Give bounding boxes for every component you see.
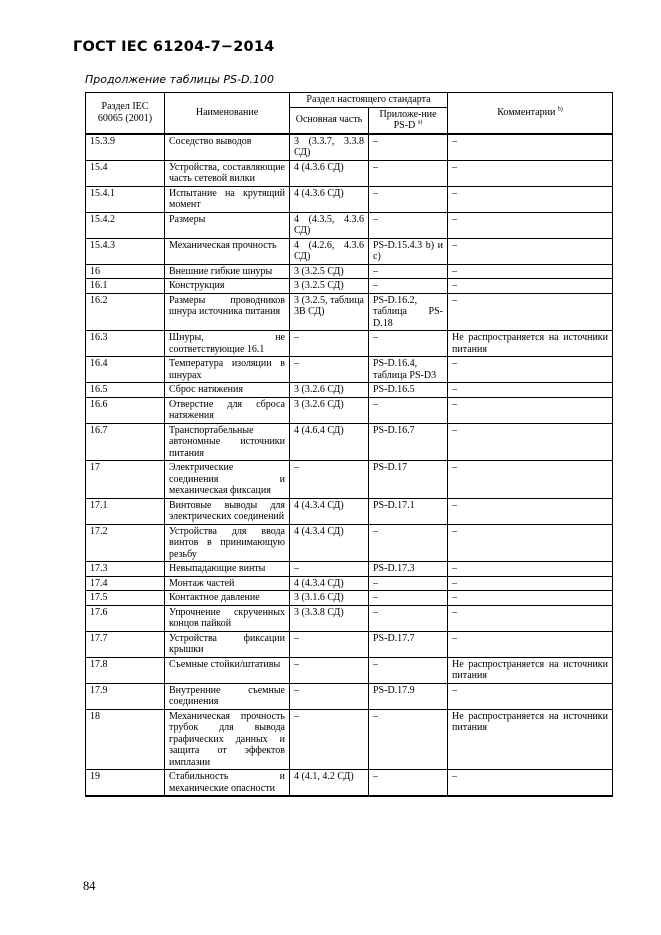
table-row [86, 293, 613, 331]
cell-main-part: 4 (4.1, 4.2 СД) [290, 770, 369, 797]
cell-section: 16.1 [86, 279, 165, 294]
cell-section: 16.5 [86, 383, 165, 398]
cell-name: Съемные стойки/штативы [165, 657, 290, 683]
cell-comment: – [448, 631, 613, 657]
header-annex [369, 107, 448, 134]
correspondence-table [85, 92, 613, 797]
cell-annex: – [369, 331, 448, 357]
header-standard-group: Раздел настоящего стандарта [290, 93, 448, 108]
header-comments [448, 93, 613, 134]
cell-main-part: – [290, 461, 369, 499]
cell-main-part: 3 (3.2.5, таблица 3В СД) [290, 293, 369, 331]
table-row [86, 397, 613, 423]
cell-comment: – [448, 134, 613, 161]
cell-section: 15.4.3 [86, 238, 165, 264]
cell-main-part: 4 (4.3.4 СД) [290, 524, 369, 562]
cell-comment: – [448, 770, 613, 797]
cell-name: Механическая прочность трубок для вывода графических данных и защита от эффектов имплазии [165, 709, 290, 770]
table-caption: Продолжение таблицы PS-D.100 [85, 73, 274, 86]
table-row [86, 461, 613, 499]
cell-main-part: – [290, 683, 369, 709]
cell-comment: – [448, 212, 613, 238]
cell-main-part: – [290, 631, 369, 657]
cell-annex: PS-D.17 [369, 461, 448, 499]
cell-name: Транспортабельные автономные источники питания [165, 423, 290, 461]
header-name: Наименование [165, 93, 290, 134]
cell-section: 16.2 [86, 293, 165, 331]
cell-comment: – [448, 357, 613, 383]
table-row [86, 423, 613, 461]
table-row [86, 591, 613, 606]
cell-name: Винтовые выводы для электрических соединений [165, 498, 290, 524]
cell-annex: – [369, 134, 448, 161]
cell-comment: – [448, 591, 613, 606]
cell-section: 17.6 [86, 605, 165, 631]
cell-comment: – [448, 461, 613, 499]
table-row [86, 160, 613, 186]
cell-comment: – [448, 524, 613, 562]
header-main-part: Основная часть [290, 107, 369, 134]
cell-name: Отверстие для сброса натяжения [165, 397, 290, 423]
cell-main-part: 4 (4.6.4 СД) [290, 423, 369, 461]
cell-name: Внешние гибкие шнуры [165, 264, 290, 279]
cell-annex: – [369, 605, 448, 631]
comments-footnote-mark: b) [557, 106, 563, 113]
cell-section: 16.7 [86, 423, 165, 461]
table-row [86, 331, 613, 357]
cell-main-part: – [290, 709, 369, 770]
cell-section: 16.6 [86, 397, 165, 423]
cell-section: 17.7 [86, 631, 165, 657]
cell-name: Устройства для ввода винтов в принимающую резьбу [165, 524, 290, 562]
cell-section: 15.4 [86, 160, 165, 186]
cell-section: 17.9 [86, 683, 165, 709]
cell-main-part: 3 (3.2.6 СД) [290, 397, 369, 423]
cell-comment: Не распространяется на источники питания [448, 331, 613, 357]
cell-annex: PS-D.16.2, таблица PS-D.18 [369, 293, 448, 331]
table-row [86, 576, 613, 591]
cell-name: Размеры [165, 212, 290, 238]
table-row [86, 383, 613, 398]
cell-section: 16 [86, 264, 165, 279]
cell-annex: – [369, 186, 448, 212]
cell-comment: – [448, 383, 613, 398]
cell-comment: – [448, 264, 613, 279]
cell-name: Упрочнение скрученных концов пайкой [165, 605, 290, 631]
cell-comment: – [448, 605, 613, 631]
cell-annex: – [369, 279, 448, 294]
header-annex-label: Приложе-ние PS-D [379, 108, 437, 131]
cell-section: 17.1 [86, 498, 165, 524]
cell-section: 15.4.2 [86, 212, 165, 238]
header-comments-label: Комментарии [497, 107, 556, 118]
cell-name: Соседство выводов [165, 134, 290, 161]
cell-name: Внутренние съемные соединения [165, 683, 290, 709]
cell-main-part: 4 (4.3.6 СД) [290, 160, 369, 186]
table-body [86, 134, 613, 797]
table-row [86, 770, 613, 797]
cell-annex: – [369, 160, 448, 186]
cell-annex: – [369, 770, 448, 797]
cell-comment: Не распространяется на источники питания [448, 657, 613, 683]
cell-section: 17.8 [86, 657, 165, 683]
cell-name: Электрические соединения и механическая фиксация [165, 461, 290, 499]
cell-main-part: 3 (3.2.5 СД) [290, 279, 369, 294]
cell-comment: – [448, 576, 613, 591]
table-row [86, 357, 613, 383]
cell-annex: – [369, 591, 448, 606]
cell-comment: – [448, 293, 613, 331]
cell-main-part: 4 (4.2.6, 4.3.6 СД) [290, 238, 369, 264]
document-header: ГОСТ IEC 61204-7−2014 [73, 39, 275, 55]
table-row [86, 186, 613, 212]
cell-annex: – [369, 212, 448, 238]
table-row [86, 657, 613, 683]
table-row [86, 562, 613, 577]
annex-footnote-mark: а) [417, 119, 423, 126]
cell-main-part: 3 (3.1.6 СД) [290, 591, 369, 606]
cell-name: Механическая прочность [165, 238, 290, 264]
header-section: Раздел IEC 60065 (2001) [86, 93, 165, 134]
cell-section: 16.3 [86, 331, 165, 357]
cell-name: Конструкция [165, 279, 290, 294]
cell-annex: – [369, 397, 448, 423]
cell-section: 15.4.1 [86, 186, 165, 212]
cell-annex: PS-D.16.4, таблица PS-D3 [369, 357, 448, 383]
cell-annex: – [369, 264, 448, 279]
cell-annex: PS-D.15.4.3 b) и c) [369, 238, 448, 264]
cell-comment: – [448, 238, 613, 264]
cell-annex: PS-D.16.5 [369, 383, 448, 398]
cell-name: Монтаж частей [165, 576, 290, 591]
cell-name: Температура изоляции в шнурах [165, 357, 290, 383]
table-row [86, 709, 613, 770]
cell-main-part: 4 (4.3.6 СД) [290, 186, 369, 212]
cell-section: 18 [86, 709, 165, 770]
cell-comment: – [448, 397, 613, 423]
cell-section: 16.4 [86, 357, 165, 383]
cell-main-part: 3 (3.3.7, 3.3.8 СД) [290, 134, 369, 161]
cell-name: Невыпадающие винты [165, 562, 290, 577]
cell-main-part: 3 (3.3.8 СД) [290, 605, 369, 631]
cell-annex: PS-D.17.1 [369, 498, 448, 524]
cell-name: Стабильность и механические опасности [165, 770, 290, 797]
table-row [86, 524, 613, 562]
table-row [86, 212, 613, 238]
cell-comment: – [448, 160, 613, 186]
cell-section: 17.5 [86, 591, 165, 606]
cell-main-part: 3 (3.2.5 СД) [290, 264, 369, 279]
table-row [86, 683, 613, 709]
cell-comment: Не распространяется на источники питания [448, 709, 613, 770]
table-row [86, 238, 613, 264]
cell-name: Размеры проводников шнура источника питания [165, 293, 290, 331]
page-number: 84 [83, 879, 96, 893]
cell-annex: PS-D.16.7 [369, 423, 448, 461]
table-row [86, 605, 613, 631]
cell-comment: – [448, 423, 613, 461]
cell-name: Шнуры, не соответствующие 16.1 [165, 331, 290, 357]
cell-name: Испытание на крутящий момент [165, 186, 290, 212]
table-row [86, 134, 613, 161]
cell-annex: – [369, 657, 448, 683]
cell-annex: PS-D.17.7 [369, 631, 448, 657]
cell-comment: – [448, 279, 613, 294]
cell-comment: – [448, 498, 613, 524]
cell-main-part: – [290, 331, 369, 357]
cell-name: Сброс натяжения [165, 383, 290, 398]
cell-main-part: 4 (4.3.4 СД) [290, 498, 369, 524]
cell-section: 17 [86, 461, 165, 499]
table-row [86, 264, 613, 279]
cell-annex: – [369, 709, 448, 770]
cell-comment: – [448, 186, 613, 212]
cell-main-part: 3 (3.2.6 СД) [290, 383, 369, 398]
cell-name: Устройства фиксации крышки [165, 631, 290, 657]
cell-comment: – [448, 562, 613, 577]
cell-section: 17.3 [86, 562, 165, 577]
cell-main-part: 4 (4.3.4 СД) [290, 576, 369, 591]
table-row [86, 498, 613, 524]
cell-main-part: – [290, 562, 369, 577]
cell-annex: PS-D.17.3 [369, 562, 448, 577]
table-row [86, 631, 613, 657]
cell-main-part: – [290, 657, 369, 683]
cell-section: 15.3.9 [86, 134, 165, 161]
cell-comment: – [448, 683, 613, 709]
cell-main-part: – [290, 357, 369, 383]
cell-annex: – [369, 576, 448, 591]
table-row [86, 279, 613, 294]
cell-section: 17.2 [86, 524, 165, 562]
cell-section: 17.4 [86, 576, 165, 591]
cell-section: 19 [86, 770, 165, 797]
cell-name: Устройства, составляющие часть сетевой вилки [165, 160, 290, 186]
cell-name: Контактное давление [165, 591, 290, 606]
cell-annex: PS-D.17.9 [369, 683, 448, 709]
cell-annex: – [369, 524, 448, 562]
cell-main-part: 4 (4.3.5, 4.3.6 СД) [290, 212, 369, 238]
